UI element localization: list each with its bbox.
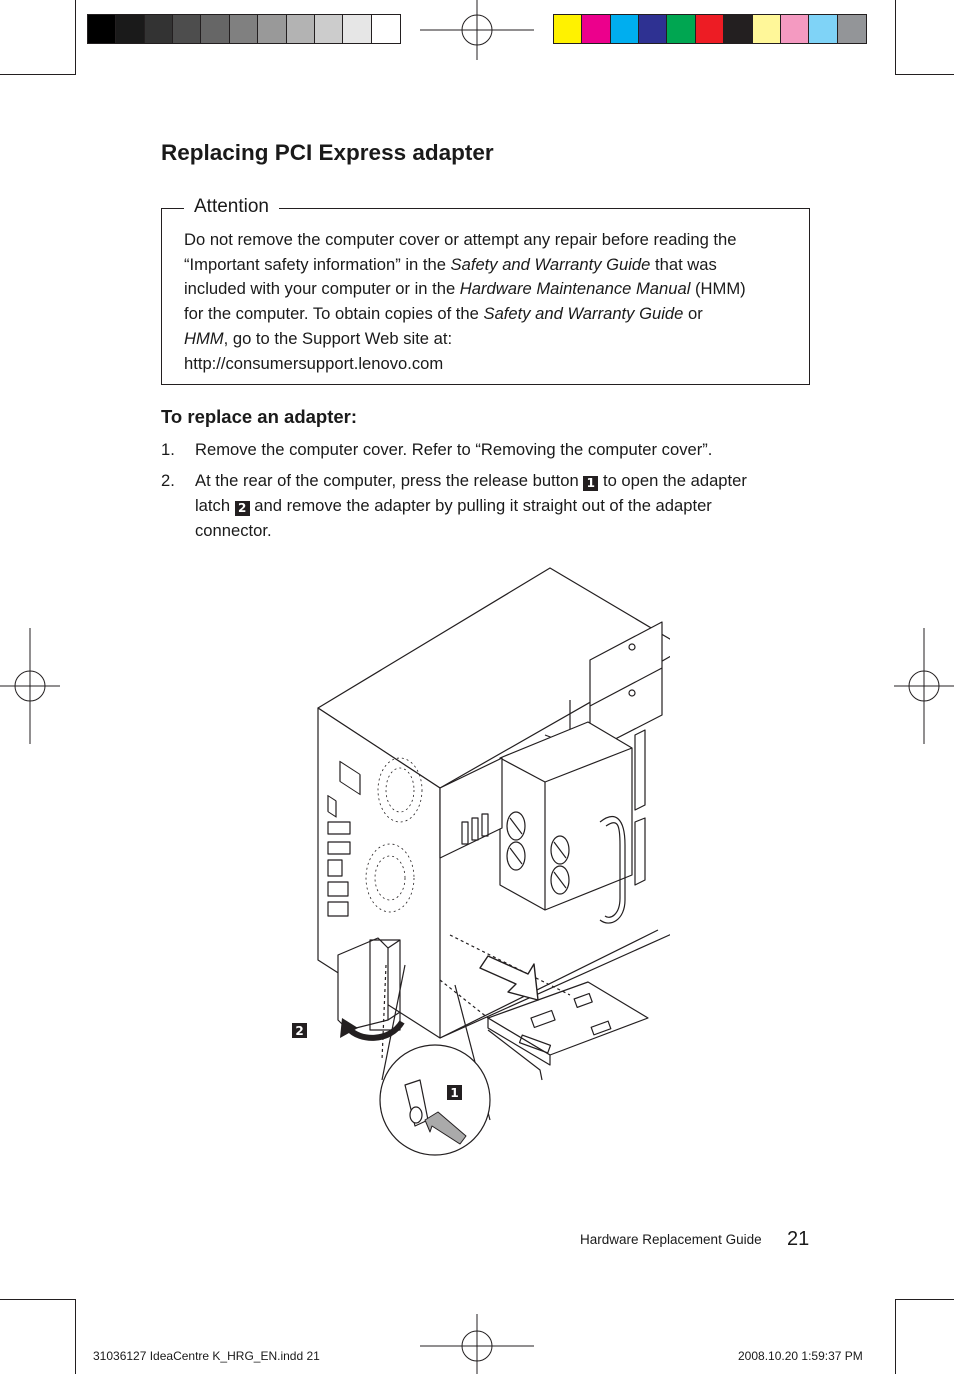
step-line: Remove the computer cover. Refer to “Removing the computer cover”.: [195, 440, 713, 459]
step-line: connector.: [195, 521, 272, 540]
color-swatch: [809, 15, 837, 43]
attention-title: Attention: [184, 196, 279, 218]
attention-text: “Important safety information” in the: [184, 254, 451, 274]
adapter-removal-illustration: [270, 560, 670, 1175]
crop-mark: [895, 1299, 896, 1374]
color-swatch: [230, 15, 258, 43]
footer-page-number: 21: [787, 1228, 810, 1250]
color-swatch: [145, 15, 173, 43]
step-line: latch 2 and remove the adapter by pulling it straight out of the adapter: [195, 496, 712, 515]
attention-body: [184, 228, 794, 376]
registration-mark-bottom: [420, 1314, 534, 1374]
attention-text: http://consumersupport.lenovo.com: [184, 353, 444, 373]
color-swatch: [724, 15, 752, 43]
color-swatch: [173, 15, 201, 43]
crop-mark: [895, 0, 896, 75]
color-swatch: [343, 15, 371, 43]
attention-text: Do not remove the computer cover or attempt any repair before reading the: [184, 230, 737, 249]
attention-line: [184, 352, 794, 377]
color-swatch: [258, 15, 286, 43]
attention-text: for the computer. To obtain copies of the: [184, 304, 484, 324]
color-swatch: [116, 15, 144, 43]
document-title-reference: HMM: [184, 328, 224, 348]
step-text: [195, 437, 712, 462]
crop-mark: [75, 1299, 76, 1374]
step-number: 1.: [161, 440, 175, 459]
attention-text: or: [683, 304, 703, 324]
document-title-reference: Safety and Warranty Guide: [483, 304, 684, 324]
print-slug-file: 31036127 IdeaCentre K_HRG_EN.indd 21: [93, 1349, 320, 1363]
crop-mark: [895, 1299, 954, 1300]
color-swatch: [838, 15, 866, 43]
color-swatch: [201, 15, 229, 43]
document-title-reference: Safety and Warranty Guide: [450, 254, 651, 274]
color-swatch: [639, 15, 667, 43]
attention-line: [184, 253, 794, 278]
crop-mark: [75, 0, 76, 75]
callout-number: 1: [583, 476, 598, 491]
callout-release-button: [447, 1085, 462, 1100]
attention-text: included with your computer or in the: [184, 279, 460, 299]
attention-line: [184, 302, 794, 327]
registration-mark-right: [894, 628, 954, 744]
color-swatch: [372, 15, 400, 43]
step-number: 2.: [161, 471, 175, 490]
registration-mark-top: [420, 0, 534, 60]
adapter-latch: [338, 938, 388, 1030]
grayscale-color-bar: [87, 14, 401, 44]
page-title: Replacing PCI Express adapter: [161, 140, 494, 165]
callout-release-button-label: 1: [450, 1086, 459, 1100]
color-swatch: [88, 15, 116, 43]
print-slug-timestamp: 2008.10.20 1:59:37 PM: [738, 1349, 863, 1363]
color-swatch: [315, 15, 343, 43]
attention-text: , go to the Support Web site at:: [223, 328, 453, 348]
color-swatch: [611, 15, 639, 43]
step-line: At the rear of the computer, press the release button 1 to open the adapter: [195, 471, 747, 490]
attention-line: [184, 327, 794, 352]
attention-line: [184, 277, 794, 302]
procedure-heading: To replace an adapter:: [161, 406, 358, 427]
attention-text: (HMM): [690, 279, 746, 299]
attention-text: that was: [650, 254, 717, 274]
step-text: [195, 468, 747, 543]
color-swatch: [582, 15, 610, 43]
callout-number: 2: [235, 501, 250, 516]
callout-latch: [292, 1023, 307, 1038]
process-color-bar: [553, 14, 867, 44]
color-swatch: [287, 15, 315, 43]
color-swatch: [696, 15, 724, 43]
color-swatch: [753, 15, 781, 43]
color-swatch: [667, 15, 695, 43]
callout-latch-label: 2: [295, 1024, 304, 1038]
document-title-reference: Hardware Maintenance Manual: [459, 279, 691, 299]
attention-line: [184, 228, 794, 253]
crop-mark: [0, 74, 75, 75]
pull-out-arrow: [480, 956, 538, 1000]
color-swatch: [781, 15, 809, 43]
crop-mark: [895, 74, 954, 75]
color-swatch: [554, 15, 582, 43]
registration-mark-left: [0, 628, 60, 744]
magnified-detail-circle: [380, 1045, 490, 1155]
footer-guide-name: Hardware Replacement Guide: [580, 1232, 762, 1247]
crop-mark: [0, 1299, 75, 1300]
